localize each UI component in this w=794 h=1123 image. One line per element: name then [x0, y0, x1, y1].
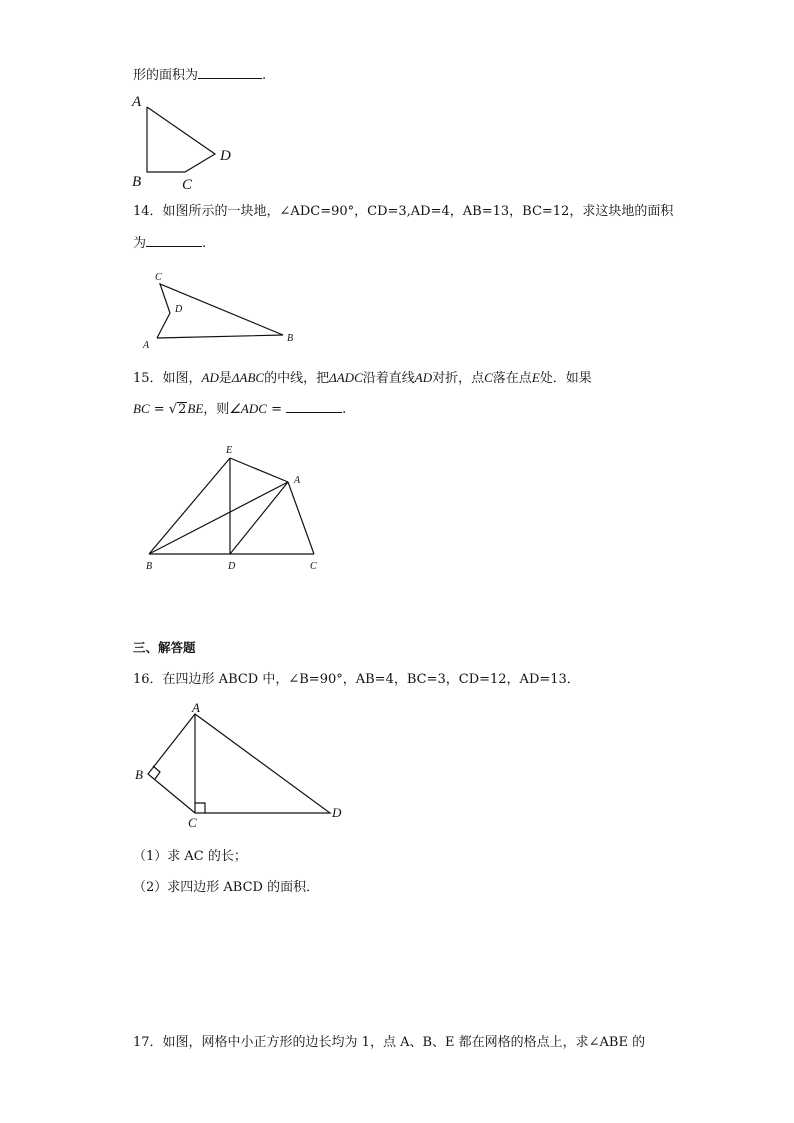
- q16-stem: 16．在四边形 ABCD 中，∠B=90°，AB=4，BC=3，CD=12，AD=13．: [133, 672, 580, 687]
- q15-point-e: E: [531, 370, 540, 385]
- q16-right-angle-c: [195, 803, 205, 813]
- q15-label-d: D: [228, 561, 236, 572]
- q15-text3: 沿着直线: [362, 371, 415, 386]
- q15-segment-be: [149, 458, 230, 554]
- q16-label-c: C: [188, 815, 197, 830]
- q17-line1: 17．如图，网格中小正方形的边长均为 1，点 A、B、E 都在网格的格点上，求∠ABE 的: [133, 1035, 646, 1050]
- q15-answer-blank: [286, 400, 342, 413]
- q13-quadrilateral: [147, 107, 215, 172]
- q15-label-c: C: [310, 561, 317, 572]
- q15-ad-2: AD: [414, 370, 433, 385]
- section-heading: 三、解答题: [133, 640, 196, 655]
- q15-line2: [133, 400, 346, 419]
- q16-label-a: A: [192, 700, 200, 715]
- q16-figure: [130, 700, 350, 830]
- q16-quadrilateral: [148, 714, 330, 813]
- q13-label-a: A: [132, 94, 142, 110]
- q15-text2: 的中线，把: [264, 371, 330, 386]
- q15-text4: 对折，点: [432, 371, 485, 386]
- q14-label-d: D: [175, 304, 183, 315]
- q15-segment-ac: [288, 482, 314, 554]
- q13-period: .: [262, 68, 267, 83]
- q15-figure: [140, 440, 330, 575]
- q16-label-d: D: [332, 805, 342, 820]
- q14-line2: [133, 234, 206, 253]
- q14-label-c: C: [155, 272, 162, 283]
- q15-point-c: C: [484, 370, 493, 385]
- q15-sqrt-value: 2: [178, 402, 187, 417]
- q16-part2: （2）求四边形 ABCD 的面积．: [133, 880, 320, 895]
- q14-line1: 14．如图所示的一块地，∠ADC=90°，CD=3,AD=4，AB=13，BC=12，求这块地的面积: [133, 204, 674, 219]
- q13-label-c: C: [182, 177, 193, 193]
- q14-answer-blank: [146, 234, 202, 247]
- q15-text1: 是: [218, 371, 232, 386]
- q16-part1: （1）求 AC 的长；: [133, 849, 247, 864]
- q15-segment-da: [230, 482, 288, 554]
- q15-number: 15．如图，: [133, 371, 202, 386]
- q15-be: BE: [187, 401, 204, 416]
- q13-label-d: D: [220, 148, 231, 164]
- q16-right-angle-b: [153, 766, 160, 779]
- q15-line1: [133, 369, 592, 388]
- q15-angle: ∠ADC: [229, 401, 267, 416]
- q15-equals-2: =: [266, 402, 287, 417]
- q14-label-b: B: [287, 333, 294, 344]
- q15-label-a: A: [294, 475, 301, 486]
- q16-label-b: B: [135, 767, 143, 782]
- q15-text5: 落在点: [492, 371, 532, 386]
- q15-label-b: B: [146, 561, 153, 572]
- q14-prefix: 为: [133, 236, 147, 251]
- q14-figure: [140, 268, 300, 353]
- q15-ad: AD: [201, 370, 219, 385]
- q13-figure: [130, 92, 240, 192]
- q13-label-b: B: [132, 174, 142, 190]
- q14-period: .: [202, 236, 207, 251]
- q15-label-e: E: [226, 445, 233, 456]
- q13-answer-blank: [198, 66, 262, 79]
- q15-period: .: [342, 402, 347, 417]
- q15-segment-ea: [230, 458, 288, 482]
- q15-triangle-abc: ΔABC: [231, 370, 265, 385]
- q15-text6: 处．如果: [539, 371, 592, 386]
- q15-triangle-adc: ΔADC: [329, 370, 363, 385]
- q14-label-a: A: [143, 340, 150, 351]
- q15-text7: ，则: [203, 402, 230, 417]
- q15-bc: BC: [133, 401, 150, 416]
- q15-sqrt-sign: √: [168, 402, 178, 417]
- q15-segment-ba: [149, 482, 288, 554]
- q15-equals: =: [149, 402, 169, 417]
- q13-tail-line: [133, 66, 266, 85]
- q13-tail-text: 形的面积为: [133, 68, 199, 83]
